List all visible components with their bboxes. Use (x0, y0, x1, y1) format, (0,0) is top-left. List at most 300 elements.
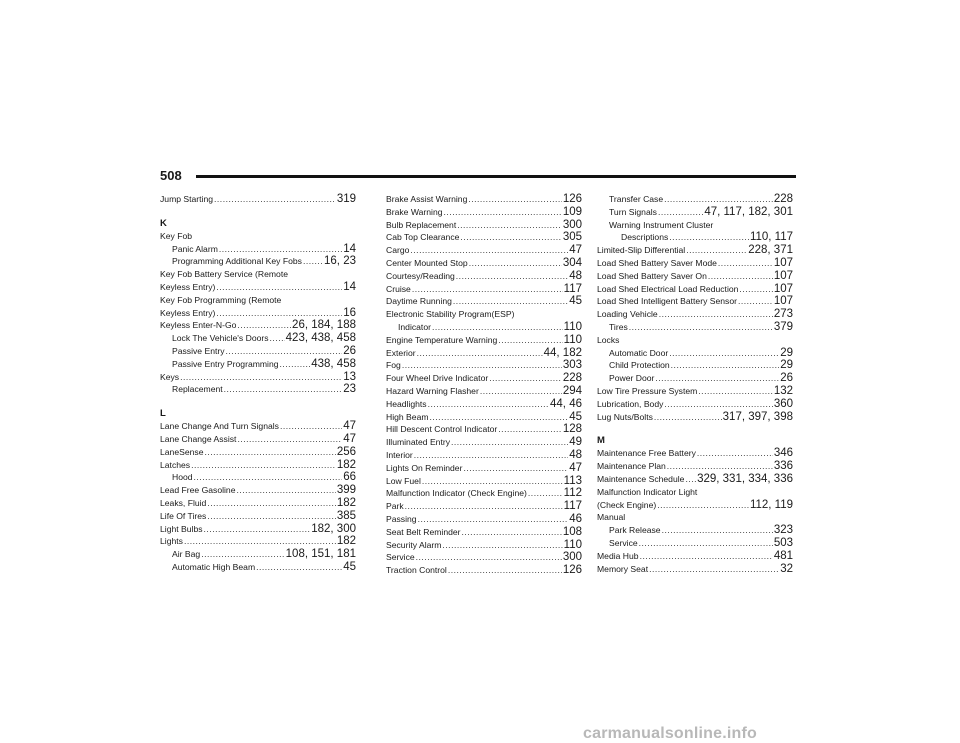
dot-leader (219, 243, 342, 256)
index-entry (386, 206, 582, 219)
dot-leader (432, 321, 563, 334)
index-entry-label: Security Alarm (386, 539, 442, 550)
dot-leader (664, 398, 772, 411)
dot-leader (664, 193, 773, 206)
dot-leader (201, 548, 284, 561)
index-entry-pages: 228, 371 (748, 244, 793, 257)
dot-leader (468, 193, 561, 206)
index-entry-label: Lane Change And Turn Signals (160, 421, 279, 432)
index-entry-label: Park Release (609, 525, 661, 536)
dot-leader (180, 371, 342, 384)
index-entry-label: Cab Top Clearance (386, 232, 460, 243)
index-entry-label: Air Bag (172, 549, 201, 560)
index-entry-pages: 323 (773, 524, 793, 537)
dot-leader (442, 539, 562, 552)
index-entry-pages: 47 (569, 461, 582, 474)
index-entry (160, 383, 356, 396)
index-entry-pages: 182 (336, 496, 356, 509)
index-entry-label: Brake Warning (386, 206, 443, 217)
index-entry-label: Traction Control (386, 565, 447, 576)
dot-leader (640, 550, 773, 563)
index-entry (597, 359, 793, 372)
dot-leader (739, 283, 772, 296)
index-entry (160, 523, 356, 536)
index-column-1 (160, 193, 356, 574)
index-entry-pages: 107 (773, 256, 793, 269)
index-entry (597, 308, 793, 321)
index-entry (160, 510, 356, 523)
dot-leader (489, 372, 562, 385)
index-entry-pages: 48 (569, 448, 582, 461)
index-section-letter: K (160, 217, 167, 229)
dot-leader (669, 231, 749, 244)
index-heading: Key Fob (160, 230, 193, 241)
index-entry-label: Headlights (386, 398, 427, 409)
index-entry-pages: 273 (773, 308, 793, 321)
dot-leader (412, 283, 563, 296)
index-entry-pages: 294 (562, 384, 582, 397)
dot-leader (280, 358, 311, 371)
index-entry-pages: 107 (773, 295, 793, 308)
dot-leader (417, 347, 543, 360)
index-heading: Locks (597, 334, 620, 345)
index-heading: Malfunction Indicator Light (597, 486, 698, 497)
index-entry (160, 307, 356, 320)
dot-leader (448, 564, 562, 577)
dot-leader (469, 257, 562, 270)
index-entry (597, 372, 793, 385)
index-entry-pages: 360 (773, 397, 793, 410)
index-entry-label: Courtesy/Reading (386, 270, 455, 281)
dot-leader (463, 462, 568, 475)
index-heading: Electronic Stability Program(ESP) (386, 309, 515, 320)
index-entry (597, 398, 793, 411)
index-entry (386, 564, 582, 577)
index-entry (597, 244, 793, 257)
index-entry (386, 270, 582, 283)
index-entry-pages: 329, 331, 334, 336 (697, 472, 793, 485)
index-entry-label: Automatic Door (609, 347, 669, 358)
dot-leader (718, 257, 773, 270)
index-entry-label: Maintenance Free Battery (597, 448, 696, 459)
index-entry-label: High Beam (386, 411, 429, 422)
dot-leader (226, 345, 343, 358)
index-entry-label: Exterior (386, 347, 416, 358)
index-entry-label: Keys (160, 371, 180, 382)
index-entry (386, 411, 582, 424)
index-entry-pages: 399 (336, 484, 356, 497)
index-heading: Warning Instrument Cluster (609, 219, 714, 230)
dot-leader (256, 561, 342, 574)
index-entry-pages: 107 (773, 269, 793, 282)
dot-leader (418, 513, 569, 526)
index-entry-pages: 112 (563, 487, 582, 500)
index-entry-label: Passive Entry Programming (172, 358, 279, 369)
index-entry (160, 371, 356, 384)
dot-leader (659, 308, 773, 321)
dot-leader (402, 359, 562, 372)
index-entry (386, 398, 582, 411)
dot-leader (457, 219, 562, 232)
dot-leader (662, 524, 773, 537)
index-entry (386, 551, 582, 564)
index-entry (386, 347, 582, 360)
index-entry-pages: 423, 438, 458 (285, 332, 356, 345)
index-entry-label: Cruise (386, 283, 411, 294)
index-entry (597, 283, 793, 296)
index-entry (597, 193, 793, 206)
index-entry-label: Maintenance Plan (597, 461, 666, 472)
dot-leader (204, 523, 311, 536)
index-entry-label: Memory Seat (597, 563, 649, 574)
index-entry-label: Brake Assist Warning (386, 194, 468, 204)
index-entry (160, 243, 356, 256)
dot-leader (649, 563, 779, 576)
index-entry-pages: 29 (780, 346, 793, 359)
index-entry (160, 332, 356, 345)
index-entry-pages: 132 (773, 384, 793, 397)
index-entry-pages: 49 (569, 436, 582, 449)
index-section-letter: M (597, 435, 605, 447)
index-entry-pages: 26 (343, 344, 356, 357)
index-entry-label: Life Of Tires (160, 510, 207, 521)
index-entry (386, 244, 582, 257)
index-heading: Key Fob Programming (Remote (160, 294, 282, 305)
index-entry-label: Bulb Replacement (386, 219, 457, 230)
index-entry-pages: 346 (773, 447, 793, 460)
index-entry (386, 436, 582, 449)
index-entry-label: Keyless Entry) (160, 281, 216, 292)
index-entry-pages: 47, 117, 182, 301 (704, 205, 793, 218)
index-entry-pages: 16 (343, 306, 356, 319)
index-entry-pages: 182, 300 (311, 522, 356, 535)
index-entry (386, 257, 582, 270)
index-entry (597, 473, 793, 486)
index-entry-pages: 110, 117 (749, 231, 793, 244)
index-entry-label: Center Mounted Stop (386, 257, 468, 268)
index-entry-label: Load Shed Electrical Load Reduction (597, 283, 739, 294)
index-entry (597, 295, 793, 308)
index-entry-pages: 300 (562, 218, 582, 231)
dot-leader (303, 255, 323, 268)
index-entry-pages: 66 (343, 471, 356, 484)
index-entry-label: Loading Vehicle (597, 309, 658, 320)
index-entry-pages: 47 (569, 244, 582, 257)
index-entry-pages: 128 (562, 423, 582, 436)
index-entry-label: Descriptions (621, 232, 669, 243)
index-entry-label: Load Shed Battery Saver Mode (597, 257, 717, 268)
index-entry-label: Lights On Reminder (386, 462, 463, 473)
index-entry-pages: 303 (562, 359, 582, 372)
index-entry-pages: 300 (562, 551, 582, 564)
dot-leader (738, 295, 773, 308)
index-entry (597, 231, 793, 244)
index-entry-label: Limited-Slip Differential (597, 245, 686, 256)
index-entry-pages: 481 (773, 549, 793, 562)
index-entry (597, 563, 793, 576)
index-entry (160, 345, 356, 358)
index-entry-pages: 44, 182 (543, 346, 582, 359)
dot-leader (214, 193, 336, 206)
index-entry-label: Hill Descent Control Indicator (386, 424, 498, 435)
index-entry-pages: 305 (562, 231, 582, 244)
dot-leader (460, 231, 561, 244)
index-entry-label: Power Door (609, 373, 655, 384)
dot-leader (462, 526, 562, 539)
index-entry (160, 459, 356, 472)
index-entry (597, 537, 793, 550)
index-entry (160, 446, 356, 459)
index-entry-pages: 16, 23 (324, 255, 356, 268)
dot-leader (224, 383, 343, 396)
index-entry-pages: 112, 119 (749, 498, 793, 511)
index-entry (386, 193, 582, 206)
dot-leader (667, 460, 773, 473)
index-entry-pages: 256 (336, 445, 356, 458)
index-entry (386, 231, 582, 244)
index-entry (386, 334, 582, 347)
index-entry-pages: 48 (569, 269, 582, 282)
index-entry-label: Fog (386, 360, 401, 371)
dot-leader (184, 535, 336, 548)
index-entry (160, 535, 356, 548)
index-entry-pages: 44, 46 (550, 397, 582, 410)
dot-leader (205, 446, 336, 459)
dot-leader (194, 471, 343, 484)
index-heading: Key Fob Battery Service (Remote (160, 269, 288, 280)
index-entry-pages: 45 (343, 560, 356, 573)
dot-leader (191, 459, 336, 472)
index-entry (386, 359, 582, 372)
index-entry-label: Seat Belt Reminder (386, 526, 461, 537)
index-entry (160, 548, 356, 561)
index-entry-label: Transfer Case (609, 194, 664, 204)
index-entry-pages: 45 (569, 410, 582, 423)
index-entry-pages: 108, 151, 181 (285, 548, 356, 561)
dot-leader (237, 433, 342, 446)
watermark-text: carmanualsonline.info (583, 725, 758, 742)
index-entry (160, 281, 356, 294)
index-entry-label: Lead Free Gasoline (160, 485, 236, 496)
index-entry-label: Hood (172, 472, 193, 483)
index-entry (386, 513, 582, 526)
dot-leader (280, 420, 342, 433)
index-entry-label: Automatic High Beam (172, 561, 256, 572)
index-entry-pages: 109 (562, 205, 582, 218)
index-entry-label: Malfunction Indicator (Check Engine) (386, 488, 527, 499)
index-entry-label: Passive Entry (172, 345, 225, 356)
index-entry-label: Load Shed Intelligent Battery Sensor (597, 296, 737, 307)
index-entry (386, 500, 582, 513)
index-entry (597, 460, 793, 473)
index-entry (386, 219, 582, 232)
index-entry-label: Hazard Warning Flasher (386, 385, 479, 396)
index-entry-label: Lubrication, Body (597, 398, 664, 409)
index-entry (386, 475, 582, 488)
index-entry-label: Indicator (398, 321, 431, 332)
dot-leader (207, 510, 335, 523)
index-entry (597, 206, 793, 219)
dot-leader (422, 475, 563, 488)
dot-leader (207, 497, 335, 510)
index-entry (597, 257, 793, 270)
index-entry-label: Low Tire Pressure System (597, 385, 698, 396)
dot-leader (698, 385, 773, 398)
index-entry (160, 433, 356, 446)
index-entry-pages: 385 (336, 509, 356, 522)
dot-leader (669, 347, 779, 360)
dot-leader (237, 319, 291, 332)
index-entry (386, 295, 582, 308)
index-entry-label: Engine Temperature Warning (386, 334, 498, 345)
dot-leader (416, 551, 562, 564)
dot-leader (657, 499, 749, 512)
dot-leader (456, 270, 568, 283)
index-entry-label: Low Fuel (386, 475, 421, 486)
index-entry-pages: 438, 458 (311, 357, 356, 370)
dot-leader (405, 500, 563, 513)
index-entry (386, 539, 582, 552)
index-entry-pages: 117 (563, 500, 582, 513)
index-entry-label: Turn Signals (609, 206, 657, 217)
index-entry (160, 561, 356, 574)
dot-leader (697, 447, 773, 460)
dot-leader (414, 449, 568, 462)
index-entry-pages: 113 (563, 474, 582, 487)
dot-leader (639, 537, 773, 550)
dot-leader (655, 372, 779, 385)
index-entry-pages: 32 (780, 562, 793, 575)
header-rule (196, 175, 796, 178)
dot-leader (686, 244, 747, 257)
index-entry (597, 347, 793, 360)
index-entry-pages: 107 (773, 282, 793, 295)
index-entry-label: LaneSense (160, 446, 204, 457)
index-entry-pages: 47 (343, 432, 356, 445)
index-entry-pages: 26 (780, 372, 793, 385)
index-entry-label: Lug Nuts/Bolts (597, 411, 653, 422)
index-entry-pages: 228 (773, 193, 793, 205)
index-entry-pages: 336 (773, 460, 793, 473)
index-entry (386, 372, 582, 385)
index-entry-pages: 304 (562, 256, 582, 269)
dot-leader (453, 295, 568, 308)
index-entry-label: Light Bulbs (160, 523, 203, 534)
index-entry-pages: 126 (562, 564, 582, 577)
index-entry-label: Lights (160, 536, 183, 547)
index-entry-pages: 126 (562, 193, 582, 205)
index-entry-label: Media Hub (597, 550, 639, 561)
index-entry-label: Child Protection (609, 360, 670, 371)
index-entry (160, 319, 356, 332)
dot-leader (270, 332, 285, 345)
index-entry-label: Keyless Entry) (160, 307, 216, 318)
index-entry-label: Replacement (172, 384, 223, 395)
dot-leader (216, 307, 342, 320)
index-entry (160, 255, 356, 268)
dot-leader (528, 487, 563, 500)
index-entry-pages: 182 (336, 535, 356, 548)
dot-leader (654, 411, 722, 424)
index-entry-pages: 317, 397, 398 (722, 410, 793, 423)
dot-leader (685, 473, 696, 486)
index-entry (386, 487, 582, 500)
index-entry-label: Load Shed Battery Saver On (597, 270, 707, 281)
index-entry-label: Leaks, Fluid (160, 497, 207, 508)
index-entry-pages: 47 (343, 420, 356, 433)
index-entry (597, 499, 793, 512)
index-entry-label: Service (386, 552, 415, 563)
index-entry (386, 385, 582, 398)
index-entry (386, 449, 582, 462)
dot-leader (410, 244, 568, 257)
index-entry (160, 471, 356, 484)
index-entry-label: Cargo (386, 245, 410, 256)
index-entry-pages: 503 (773, 536, 793, 549)
index-entry-label: (Check Engine) (597, 499, 657, 510)
index-entry (597, 385, 793, 398)
index-entry-pages: 46 (569, 512, 582, 525)
dot-leader (671, 359, 780, 372)
index-entry-pages: 45 (569, 295, 582, 308)
index-entry-label: Keyless Enter-N-Go (160, 320, 237, 331)
dot-leader (216, 281, 342, 294)
index-entry (386, 321, 582, 334)
index-entry-pages: 110 (563, 538, 582, 551)
dot-leader (444, 206, 562, 219)
index-entry-label: Daytime Running (386, 296, 452, 307)
page-number: 508 (160, 168, 182, 183)
index-entry-label: Maintenance Schedule (597, 473, 685, 484)
index-entry-label: Service (609, 537, 638, 548)
dot-leader (629, 321, 773, 334)
index-entry (160, 358, 356, 371)
index-entry-label: Programming Additional Key Fobs (172, 256, 302, 267)
index-entry-pages: 228 (562, 372, 582, 385)
index-entry-pages: 182 (336, 458, 356, 471)
dot-leader (236, 484, 335, 497)
index-entry-label: Latches (160, 459, 191, 470)
index-entry-pages: 379 (773, 320, 793, 333)
dot-leader (480, 385, 562, 398)
index-entry (160, 193, 356, 206)
index-entry-pages: 23 (343, 383, 356, 396)
index-entry-pages: 117 (563, 282, 582, 295)
index-entry-label: Park (386, 501, 404, 512)
index-heading: Manual (597, 512, 626, 523)
dot-leader (451, 436, 568, 449)
dot-leader (658, 206, 703, 219)
index-entry-label: Tires (609, 321, 628, 332)
index-entry (597, 321, 793, 334)
index-entry-pages: 26, 184, 188 (292, 319, 356, 332)
index-entry (597, 411, 793, 424)
dot-leader (498, 423, 562, 436)
dot-leader (708, 270, 773, 283)
index-entry-pages: 14 (343, 242, 356, 255)
index-column-3 (597, 193, 793, 575)
index-entry-pages: 14 (343, 280, 356, 293)
index-entry (160, 420, 356, 433)
index-entry-pages: 29 (780, 359, 793, 372)
index-entry (386, 283, 582, 296)
index-entry (597, 270, 793, 283)
index-column-2 (386, 193, 582, 577)
dot-leader (498, 334, 562, 347)
index-entry-label: Interior (386, 449, 413, 460)
index-entry-label: Four Wheel Drive Indicator (386, 373, 489, 384)
index-entry (386, 423, 582, 436)
